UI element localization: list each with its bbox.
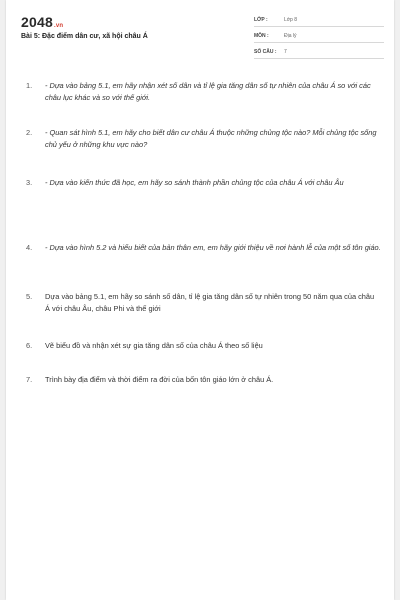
lesson-meta <box>254 14 384 62</box>
meta-value: Lớp 8 <box>284 17 298 23</box>
question-text: Dựa vào bảng 5.1, em hãy so sánh số dân, tỉ lệ gia tăng dân số tự nhiên trong 50 năm qua của châu Á với châu Âu, châu Phi và thế giới <box>45 292 375 313</box>
question-text: - Dựa vào kiến thức đã học, em hãy so sánh thành phần chủng tộc của châu Á với châu Âu <box>45 178 344 187</box>
meta-label: SỐ CÂU : <box>254 49 277 55</box>
lesson-title: Bài 5: Đặc điểm dân cư, xã hội châu Á <box>21 33 148 40</box>
question-text: Trình bày địa điểm và thời điểm ra đời của bốn tôn giáo lớn ở châu Á. <box>45 375 274 384</box>
question-text: - Quan sát hình 5.1, em hãy cho biết dân cư châu Á thuộc những chủng tộc nào? Mỗi chủng tộc sống chủ yếu ở những khu vực nào? <box>45 128 377 149</box>
question-text: - Dựa vào hình 5.2 và hiểu biết của bản thân em, em hãy giới thiệu về nơi hành lễ của một số tôn giáo. <box>45 243 381 252</box>
logo-domain: .vn <box>53 23 64 29</box>
meta-label: LỚP : <box>254 17 268 23</box>
meta-value: 7 <box>284 49 287 55</box>
question-text: - Dựa vào bảng 5.1, em hãy nhận xét số dân và tỉ lệ gia tăng dân số tự nhiên của châu Á so với các châu lục khác và so với thế giới. <box>45 81 371 102</box>
question-text: Vẽ biểu đồ và nhận xét sự gia tăng dân số của châu Á theo số liệu <box>45 341 263 350</box>
question-number: 3. <box>26 178 33 187</box>
meta-value: Địa lý <box>284 33 297 39</box>
question-number: 4. <box>26 243 33 252</box>
meta-row-subject <box>254 30 384 43</box>
question-number: 2. <box>26 128 33 137</box>
meta-label: MÔN : <box>254 33 269 39</box>
site-logo[interactable] <box>21 14 63 30</box>
logo-text: 2048 <box>21 14 53 30</box>
question-number: 1. <box>26 81 33 90</box>
question-number: 6. <box>26 341 33 350</box>
question-number: 5. <box>26 292 33 301</box>
question-number: 7. <box>26 375 33 384</box>
meta-row-class <box>254 14 384 27</box>
meta-row-count <box>254 46 384 59</box>
worksheet-page <box>6 0 394 600</box>
